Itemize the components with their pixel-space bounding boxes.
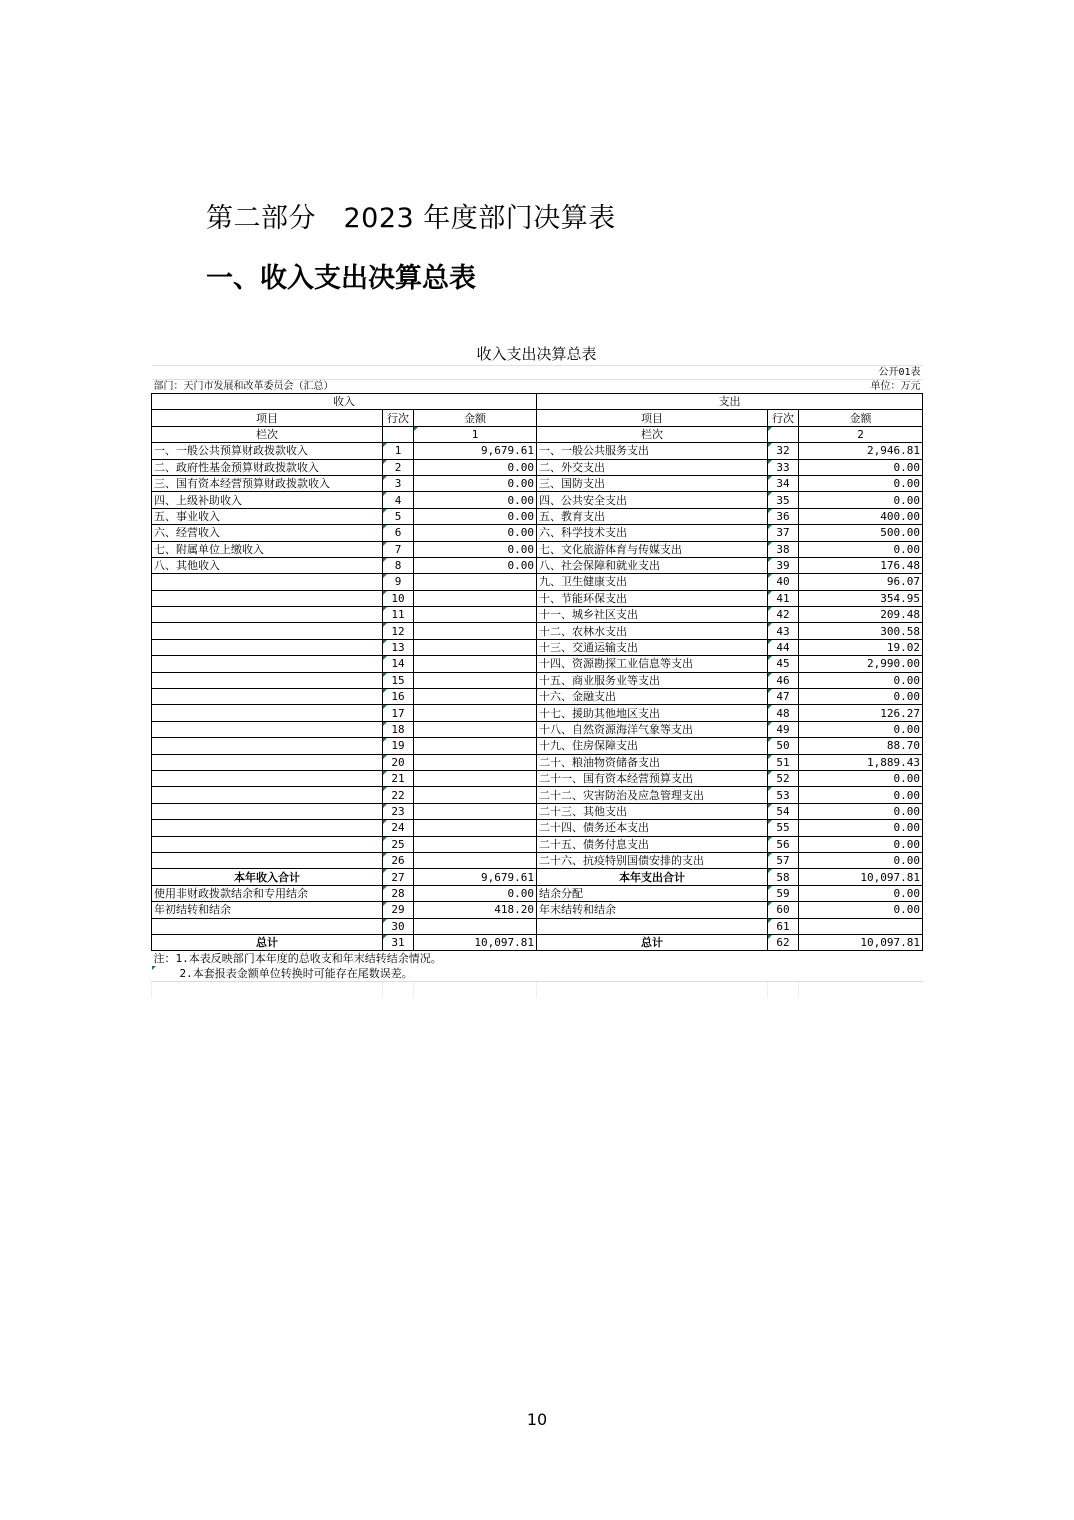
- expense-item: 九、卫生健康支出: [537, 574, 768, 590]
- income-amount: [414, 623, 537, 639]
- income-row-no: 29: [383, 902, 414, 918]
- table-row: [152, 754, 923, 770]
- income-amount: 0.00: [414, 475, 537, 491]
- income-row-no: 5: [383, 508, 414, 524]
- income-amount: [414, 705, 537, 721]
- income-label-header: 栏次: [152, 426, 383, 442]
- expense-amount: 2,990.00: [799, 656, 923, 672]
- expense-item: 二十五、债务付息支出: [537, 836, 768, 852]
- expense-item: 本年支出合计: [537, 869, 768, 885]
- expense-row-no: 42: [768, 607, 799, 623]
- expense-amount: 0.00: [799, 689, 923, 705]
- note-row: [152, 951, 923, 966]
- expense-row-no: 36: [768, 508, 799, 524]
- income-amount: [414, 721, 537, 737]
- expense-row-no: 39: [768, 557, 799, 573]
- expense-amount: 0.00: [799, 820, 923, 836]
- expense-amount: 0.00: [799, 852, 923, 868]
- expense-row-no: 41: [768, 590, 799, 606]
- expense-row-no: 55: [768, 820, 799, 836]
- expense-amount: 0.00: [799, 902, 923, 918]
- income-item: [152, 705, 383, 721]
- income-amount: [414, 689, 537, 705]
- expense-amount: 300.58: [799, 623, 923, 639]
- sheet-title: 收入支出决算总表: [476, 345, 597, 363]
- expense-row-no: 34: [768, 475, 799, 491]
- expense-label-header: 栏次: [537, 426, 768, 442]
- income-item: [152, 820, 383, 836]
- table-row: [152, 656, 923, 672]
- income-item: [152, 721, 383, 737]
- expense-row-no: 47: [768, 689, 799, 705]
- expense-row-no: 46: [768, 672, 799, 688]
- income-row-no: 6: [383, 525, 414, 541]
- income-item: 六、经营收入: [152, 525, 383, 541]
- expense-amount: 2,946.81: [799, 443, 923, 459]
- income-item: [152, 689, 383, 705]
- expense-item: [537, 918, 768, 934]
- income-row-no: 4: [383, 492, 414, 508]
- income-row-no: 1: [383, 443, 414, 459]
- expense-amount: 0.00: [799, 836, 923, 852]
- income-amount: 9,679.61: [414, 869, 537, 885]
- income-amount-header: 金额: [414, 410, 537, 426]
- expense-amount: 0.00: [799, 459, 923, 475]
- income-row-no: 2: [383, 459, 414, 475]
- part-heading: 第二部分 2023 年度部门决算表: [206, 203, 616, 234]
- meta-row: [152, 380, 923, 394]
- income-row-header: 行次: [383, 410, 414, 426]
- income-item: 五、事业收入: [152, 508, 383, 524]
- expense-item: 十四、资源勘探工业信息等支出: [537, 656, 768, 672]
- expense-item: 结余分配: [537, 885, 768, 901]
- income-row-no: 24: [383, 820, 414, 836]
- table-row: [152, 574, 923, 590]
- income-item: 总计: [152, 934, 383, 950]
- income-item: [152, 623, 383, 639]
- expense-row-no: 51: [768, 754, 799, 770]
- table-row: [152, 721, 923, 737]
- income-amount: [414, 574, 537, 590]
- empty-row: [152, 982, 923, 998]
- expense-amount: 0.00: [799, 475, 923, 491]
- income-row-no: 8: [383, 557, 414, 573]
- expense-item: 总计: [537, 934, 768, 950]
- income-item: [152, 754, 383, 770]
- expense-item: 年末结转和结余: [537, 902, 768, 918]
- expense-row-no: 32: [768, 443, 799, 459]
- table-row: [152, 803, 923, 819]
- expense-amount: 400.00: [799, 508, 923, 524]
- income-row-no: 28: [383, 885, 414, 901]
- total-row: [152, 934, 923, 950]
- income-row-no: 14: [383, 656, 414, 672]
- income-item: 一、一般公共预算财政拨款收入: [152, 443, 383, 459]
- income-row-no: 16: [383, 689, 414, 705]
- income-item: [152, 918, 383, 934]
- expense-row-no: 33: [768, 459, 799, 475]
- expense-item: 十九、住房保障支出: [537, 738, 768, 754]
- income-item: [152, 770, 383, 786]
- expense-row-no: 48: [768, 705, 799, 721]
- expense-item: 十七、援助其他地区支出: [537, 705, 768, 721]
- income-amount: [414, 836, 537, 852]
- expense-item: 三、国防支出: [537, 475, 768, 491]
- income-amount: [414, 639, 537, 655]
- income-item: 年初结转和结余: [152, 902, 383, 918]
- total-row: [152, 885, 923, 901]
- income-amount: [414, 672, 537, 688]
- income-amount: 0.00: [414, 557, 537, 573]
- expense-amount: 0.00: [799, 770, 923, 786]
- table-row: [152, 475, 923, 491]
- income-amount: 0.00: [414, 492, 537, 508]
- expense-amount: 500.00: [799, 525, 923, 541]
- unit-label: 单位：万元: [799, 380, 923, 394]
- expense-amount: 0.00: [799, 492, 923, 508]
- expense-row-no: 61: [768, 918, 799, 934]
- expense-item: 二十二、灾害防治及应急管理支出: [537, 787, 768, 803]
- expense-item: 十六、金融支出: [537, 689, 768, 705]
- expense-row-no: 54: [768, 803, 799, 819]
- table-row: [152, 607, 923, 623]
- expense-item: 十、节能环保支出: [537, 590, 768, 606]
- section-header-row: [152, 394, 923, 410]
- table-row: [152, 836, 923, 852]
- expense-amount: 1,889.43: [799, 754, 923, 770]
- income-item: 三、国有资本经营预算财政拨款收入: [152, 475, 383, 491]
- income-row-no: 10: [383, 590, 414, 606]
- income-row-no: 15: [383, 672, 414, 688]
- expense-amount: 126.27: [799, 705, 923, 721]
- income-amount: [414, 803, 537, 819]
- expense-item: 二十一、国有资本经营预算支出: [537, 770, 768, 786]
- expense-item-header: 项目: [537, 410, 768, 426]
- income-item: [152, 639, 383, 655]
- income-item: 八、其他收入: [152, 557, 383, 573]
- expense-row-no: 44: [768, 639, 799, 655]
- income-amount: [414, 820, 537, 836]
- expense-section-header: 支出: [537, 394, 923, 410]
- income-item: [152, 852, 383, 868]
- budget-sheet: [151, 343, 922, 998]
- section-heading: 一、收入支出决算总表: [206, 263, 476, 294]
- expense-amount: 0.00: [799, 721, 923, 737]
- income-row-no: 20: [383, 754, 414, 770]
- income-item: [152, 574, 383, 590]
- income-row-no: 30: [383, 918, 414, 934]
- total-row: [152, 902, 923, 918]
- table-row: [152, 852, 923, 868]
- expense-item: 十二、农林水支出: [537, 623, 768, 639]
- table-row: [152, 459, 923, 475]
- expense-row-no: 53: [768, 787, 799, 803]
- form-number: 公开01表: [799, 366, 923, 380]
- income-row-no: 27: [383, 869, 414, 885]
- income-item-header: 项目: [152, 410, 383, 426]
- table-row: [152, 541, 923, 557]
- expense-row-no: 50: [768, 738, 799, 754]
- expense-row-no: 56: [768, 836, 799, 852]
- income-row-no: 3: [383, 475, 414, 491]
- income-amount: [414, 656, 537, 672]
- total-row: [152, 869, 923, 885]
- income-amount: [414, 590, 537, 606]
- expense-item: 十八、自然资源海洋气象等支出: [537, 721, 768, 737]
- table-row: [152, 590, 923, 606]
- expense-item: 五、教育支出: [537, 508, 768, 524]
- meta-row: [152, 366, 923, 380]
- income-row-no: 9: [383, 574, 414, 590]
- expense-row-no: 52: [768, 770, 799, 786]
- expense-row-no: 57: [768, 852, 799, 868]
- expense-amount: 10,097.81: [799, 869, 923, 885]
- income-amount: [414, 787, 537, 803]
- expense-amount: 96.07: [799, 574, 923, 590]
- income-row-no: 7: [383, 541, 414, 557]
- income-amount: [414, 852, 537, 868]
- expense-row-no: 37: [768, 525, 799, 541]
- income-item: [152, 590, 383, 606]
- note-1: 注：1.本表反映部门本年度的总收支和年末结转结余情况。: [153, 952, 442, 966]
- table-row: [152, 689, 923, 705]
- expense-item: 十五、商业服务业等支出: [537, 672, 768, 688]
- income-row-no: 22: [383, 787, 414, 803]
- expense-item: 六、科学技术支出: [537, 525, 768, 541]
- table-row: [152, 672, 923, 688]
- expense-amount: 0.00: [799, 541, 923, 557]
- income-row-no: 11: [383, 607, 414, 623]
- income-row-no: 12: [383, 623, 414, 639]
- note-2: 2.本套报表金额单位转换时可能存在尾数误差。: [152, 966, 923, 982]
- income-item: 七、附属单位上缴收入: [152, 541, 383, 557]
- table-row: [152, 623, 923, 639]
- income-item: 使用非财政拨款结余和专用结余: [152, 885, 383, 901]
- expense-row-no: 45: [768, 656, 799, 672]
- income-row-no: 26: [383, 852, 414, 868]
- expense-item: 二十三、其他支出: [537, 803, 768, 819]
- income-item: [152, 738, 383, 754]
- income-amount: 0.00: [414, 508, 537, 524]
- department-label: 部门：天门市发展和改革委员会（汇总）: [152, 380, 537, 394]
- budget-table: [151, 365, 923, 951]
- expense-row-no: 49: [768, 721, 799, 737]
- expense-row-header: 行次: [768, 410, 799, 426]
- table-row: [152, 492, 923, 508]
- income-row-no: 13: [383, 639, 414, 655]
- table-row: [152, 557, 923, 573]
- table-row: [152, 508, 923, 524]
- income-row-no: 31: [383, 934, 414, 950]
- income-item: 本年收入合计: [152, 869, 383, 885]
- expense-item: 二十六、抗疫特别国债安排的支出: [537, 852, 768, 868]
- income-amount: 9,679.61: [414, 443, 537, 459]
- income-section-header: 收入: [152, 394, 537, 410]
- total-row: [152, 918, 923, 934]
- expense-amount: 0.00: [799, 803, 923, 819]
- expense-item: 二十四、债务还本支出: [537, 820, 768, 836]
- expense-amount-header: 金额: [799, 410, 923, 426]
- expense-amount: [799, 918, 923, 934]
- expense-row-no: 38: [768, 541, 799, 557]
- expense-row-no: 40: [768, 574, 799, 590]
- income-item: 二、政府性基金预算财政拨款收入: [152, 459, 383, 475]
- expense-amount: 0.00: [799, 672, 923, 688]
- income-amount: 0.00: [414, 885, 537, 901]
- income-amount: [414, 918, 537, 934]
- expense-row-no: 62: [768, 934, 799, 950]
- expense-amount: 0.00: [799, 885, 923, 901]
- income-row-no: 19: [383, 738, 414, 754]
- income-row-no: 17: [383, 705, 414, 721]
- expense-amount: 354.95: [799, 590, 923, 606]
- income-amount: 0.00: [414, 525, 537, 541]
- income-amount: [414, 754, 537, 770]
- expense-col-number: 2: [799, 426, 923, 442]
- table-row: [152, 770, 923, 786]
- income-item: [152, 672, 383, 688]
- expense-item: 四、公共安全支出: [537, 492, 768, 508]
- income-item: [152, 787, 383, 803]
- income-amount: 0.00: [414, 459, 537, 475]
- income-col-number: 1: [414, 426, 537, 442]
- expense-row-no: 35: [768, 492, 799, 508]
- expense-item: 十三、交通运输支出: [537, 639, 768, 655]
- table-row: [152, 738, 923, 754]
- table-row: [152, 639, 923, 655]
- expense-item: 二、外交支出: [537, 459, 768, 475]
- income-amount: [414, 607, 537, 623]
- expense-row-no: 60: [768, 902, 799, 918]
- income-row-no: 18: [383, 721, 414, 737]
- income-item: [152, 607, 383, 623]
- expense-amount: 176.48: [799, 557, 923, 573]
- income-amount: [414, 738, 537, 754]
- expense-amount: 209.48: [799, 607, 923, 623]
- income-amount: 10,097.81: [414, 934, 537, 950]
- table-row: [152, 443, 923, 459]
- expense-item: 七、文化旅游体育与传媒支出: [537, 541, 768, 557]
- notes-table: [151, 951, 923, 997]
- income-item: [152, 836, 383, 852]
- expense-item: 十一、城乡社区支出: [537, 607, 768, 623]
- page-number: 10: [526, 1410, 548, 1429]
- expense-row-no: 59: [768, 885, 799, 901]
- expense-row-no: 58: [768, 869, 799, 885]
- table-row: [152, 787, 923, 803]
- expense-amount: 0.00: [799, 787, 923, 803]
- income-row-no: 23: [383, 803, 414, 819]
- income-item: [152, 656, 383, 672]
- column-number-row: [152, 426, 923, 442]
- table-row: [152, 820, 923, 836]
- expense-amount: 88.70: [799, 738, 923, 754]
- income-item: [152, 803, 383, 819]
- expense-row-no: 43: [768, 623, 799, 639]
- expense-item: 一、一般公共服务支出: [537, 443, 768, 459]
- table-row: [152, 705, 923, 721]
- expense-item: 八、社会保障和就业支出: [537, 557, 768, 573]
- expense-amount: 19.02: [799, 639, 923, 655]
- income-amount: 0.00: [414, 541, 537, 557]
- income-row-no: 21: [383, 770, 414, 786]
- expense-amount: 10,097.81: [799, 934, 923, 950]
- note-row: [152, 966, 923, 982]
- income-amount: 418.20: [414, 902, 537, 918]
- income-row-no: 25: [383, 836, 414, 852]
- table-body: [152, 366, 923, 951]
- income-item: 四、上级补助收入: [152, 492, 383, 508]
- table-row: [152, 525, 923, 541]
- expense-item: 二十、粮油物资储备支出: [537, 754, 768, 770]
- column-header-row: [152, 410, 923, 426]
- income-amount: [414, 770, 537, 786]
